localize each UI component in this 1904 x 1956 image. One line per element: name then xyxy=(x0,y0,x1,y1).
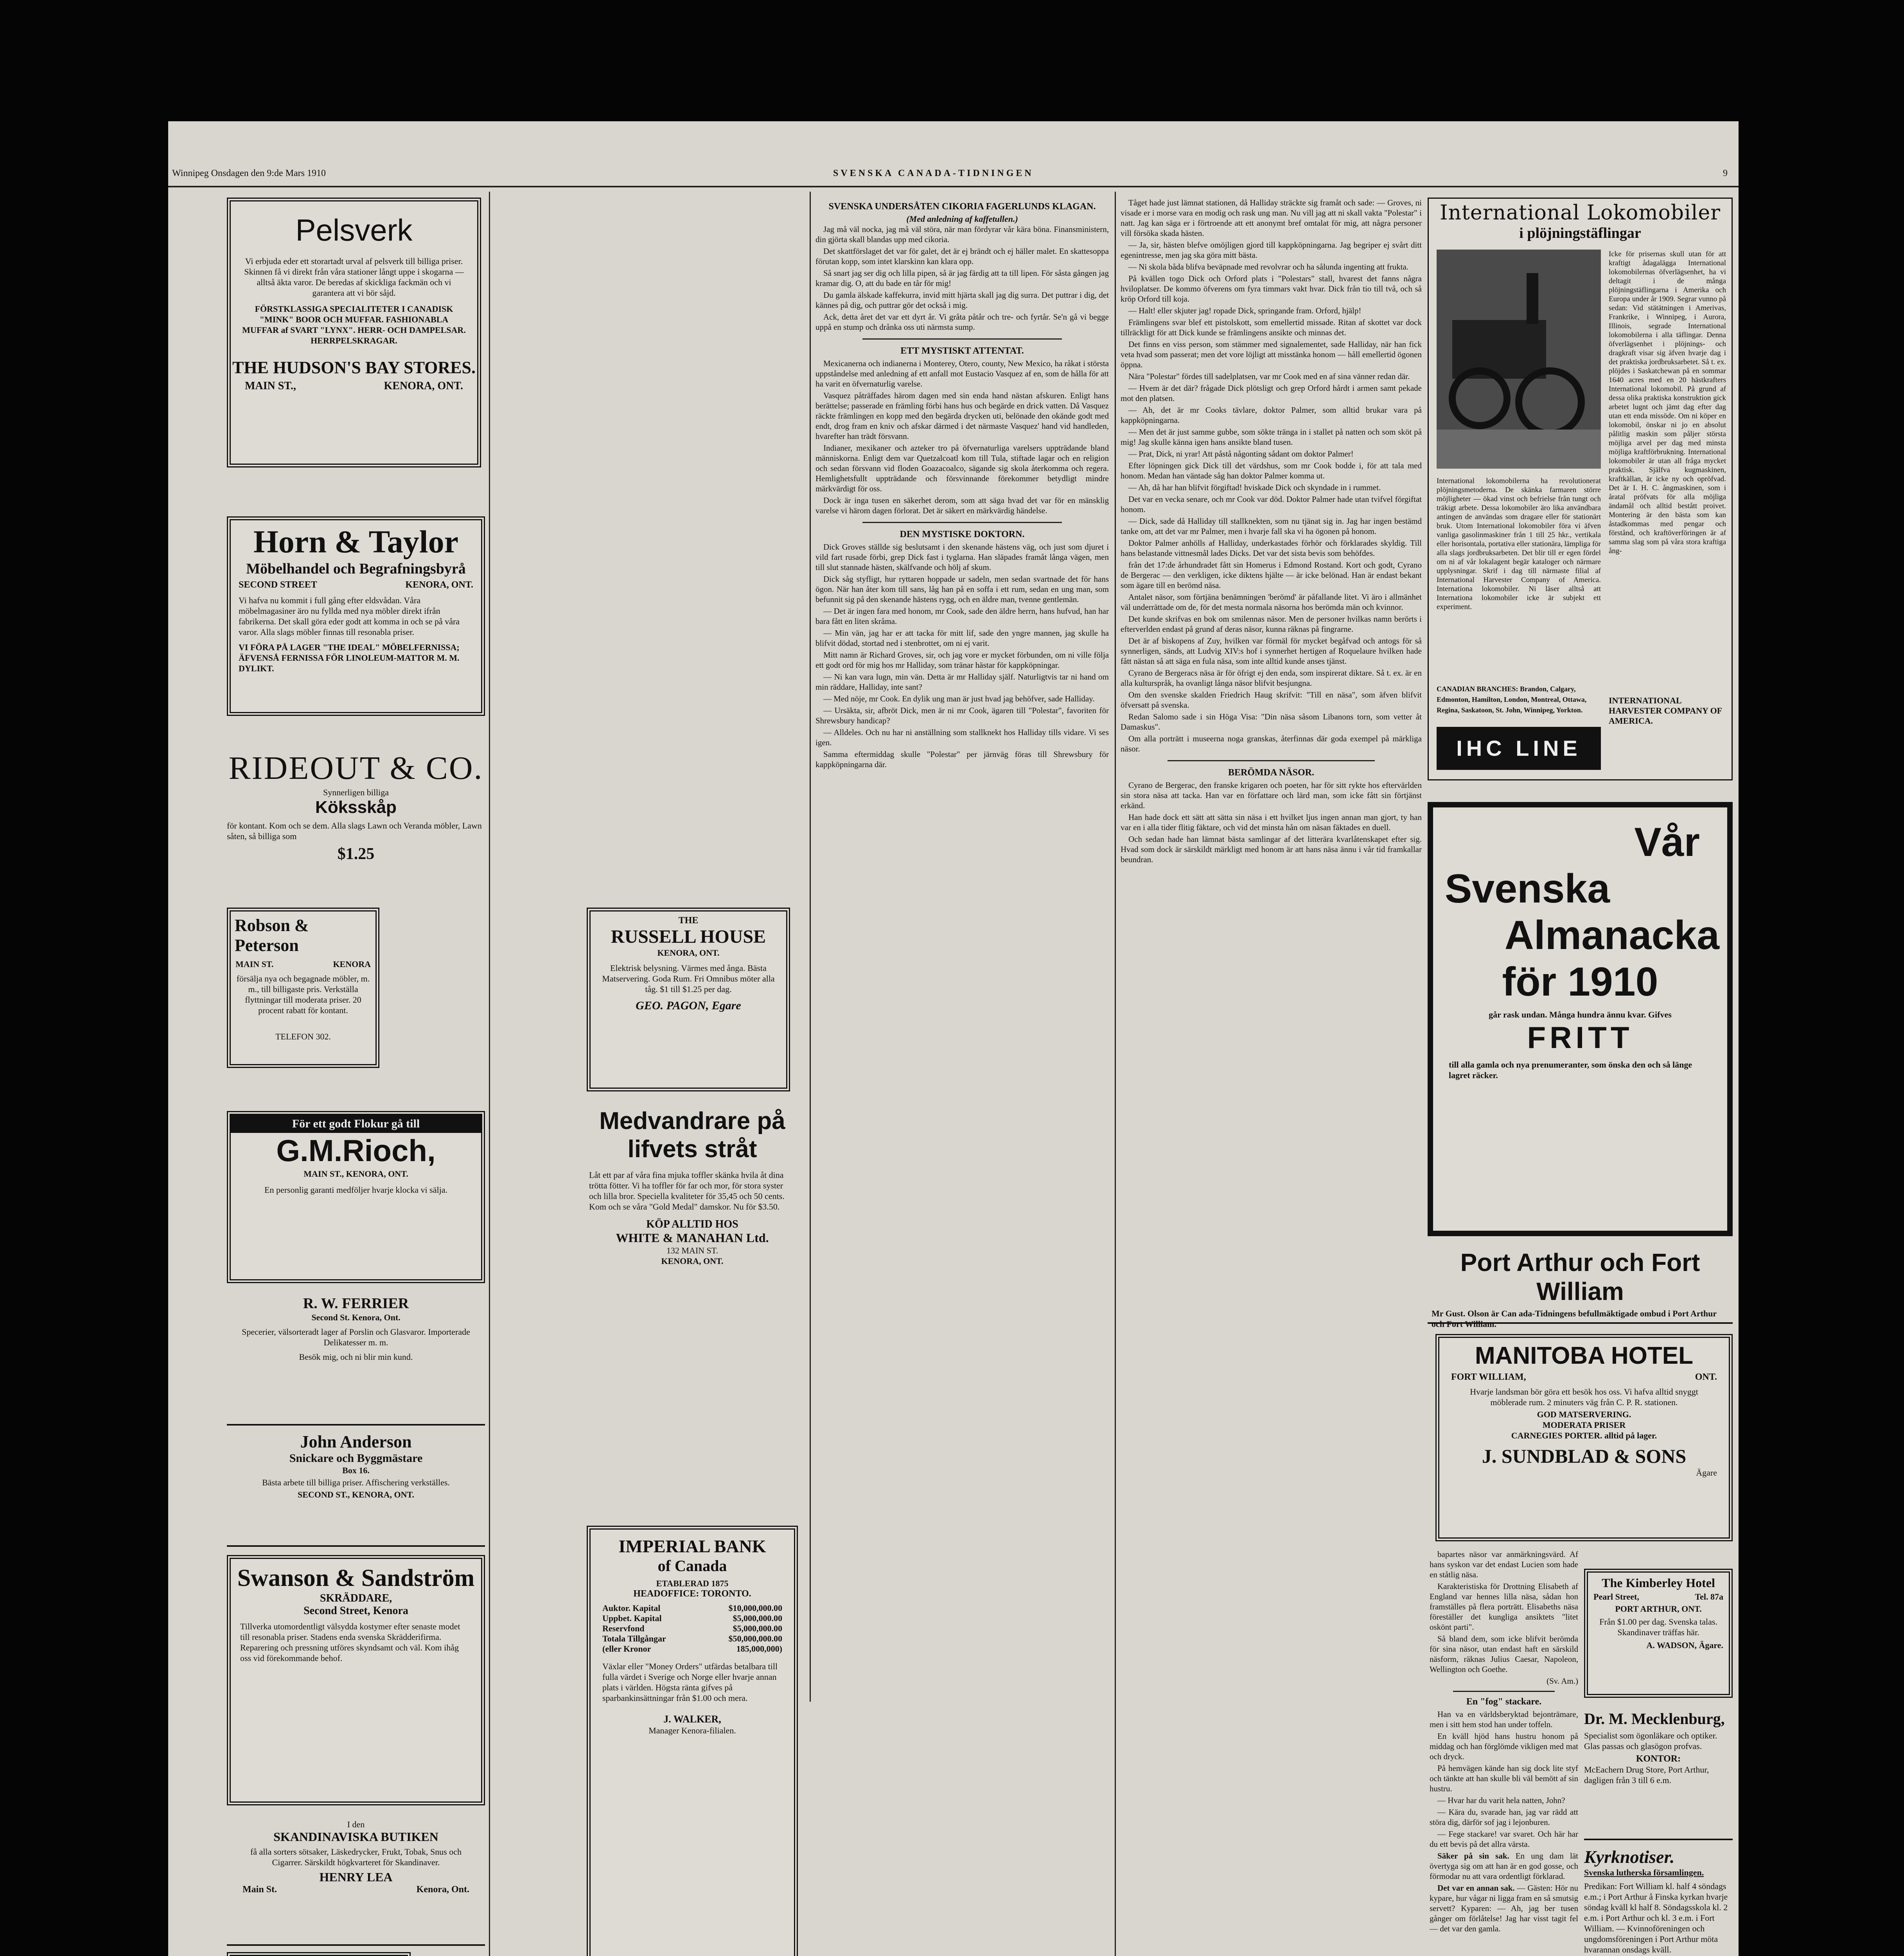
ad-city: PORT ARTHUR, ONT. xyxy=(1615,1604,1702,1614)
article-title: Det var en annan sak. xyxy=(1437,1883,1515,1893)
ad-mecklenburg xyxy=(1584,1710,1733,1840)
ad-item: Köksskåp xyxy=(315,798,397,817)
ad-address: SECOND ST., KENORA, ONT. xyxy=(297,1490,415,1499)
article-column-3 xyxy=(1121,198,1422,1956)
ad-sub: i plöjningstäflingar xyxy=(1519,225,1641,241)
ad-body: En personlig garanti medföljer hvarje klocka vi sälja. xyxy=(264,1185,447,1195)
ad-title: Medvandrare på lifvets stråt xyxy=(599,1107,785,1163)
capital-row xyxy=(602,1603,782,1613)
tractor-engraving-image xyxy=(1437,250,1601,469)
paragraph: Så snart jag ser dig och lilla pipen, så är jag färdig att ta till lipen. För såsta gången jag kramar dig. O, att du bade en tår för mig! xyxy=(815,268,1109,288)
ad-almanacka xyxy=(1428,802,1733,1236)
paragraph: På hemvägen kände han sig dock lite styf och tänkte att han skulle bli väl bemött af sin hustru. xyxy=(1430,1764,1578,1793)
article-title: ETT MYSTISKT ATTENTAT. xyxy=(900,346,1024,356)
ad-pelsverk xyxy=(227,198,481,467)
paragraph: Cyrano de Bergeracs näsa är för öfrigt ej den enda, som inspirerat diktare. Så t. ex. är en alla kulturspråk, ha ovanligt långa näsor blifvit besjungna. xyxy=(1121,668,1422,688)
ad-title: Swanson & Sandström xyxy=(237,1565,475,1591)
paragraph: Han va en världsberyktad bejonträmare, men i sitt hem stod han under toffeln. xyxy=(1430,1710,1578,1729)
ad-bold3: CARNEGIES PORTER. alltid på lager. xyxy=(1511,1431,1657,1440)
ihc-logo: IHC LINE xyxy=(1437,727,1601,770)
ad-kimberley-hotel xyxy=(1584,1569,1733,1698)
ad-skandinaviska-butiken xyxy=(227,1819,485,1946)
article-body xyxy=(1121,780,1422,865)
ad-body: Icke för prisernas skull utan för att kraftigt ådagalägga International lokomobilernas öfverlägsenhet, ha vi deltagit i de många plöjningstäflingarna i Amerika och Europa under år 1909. Segrar vunno på sedan: Vid stätätningen i Amerivas, Frankrike, i Winnipeg, i Aurora, Illinois, segrade International lokomobilerna i alla täflingar. Denna öfverlägsenhet i plöjnings- och dragkraft visar sig äfven hvarje dag i det praktiska jordbruksarbetet. Så t. ex. plöjdes i Saskatchewan på en sommar 1640 acres med en 20 hästkrafters International lokomobil. På grund af dessa olika praktiska konstruktion gick arbetet lugnt och jämt dag efter dag utan ett enda missöde. Om ni köper en lokomobil, önskar ni jo en absolut pålitlig maskin som påljer största möjliga arvel per dag med minsta möjliga kraftförbrukning. International lokomobiler är utan all fråga mycket praktisk. Själfva kugmaskinen, kraftkällan, är icke ny och opröfvad. Det är I. H. C. ångmaskinen, som i åratal pröfvats för alla möjliga ändamål och alltid bestått proivet. Montering är den bästa som kan åstadkommas med pengar och förstånd, och kraftöverföringen är af samma slag som på våra stora kraftiga ång- xyxy=(1609,250,1726,555)
ad-body: Specialist som ögonläkare och optiker. Glas passas och glasögon profvas. xyxy=(1584,1731,1717,1751)
paragraph: Dick Groves ställde sig beslutsamt i den skenande hästens väg, och just som djuret i vild fart rusade förbi, grep Dick fast i tyglarna. Han släpades framåt långa vägen, men till slut stannade hästen, skälfvande och hölj af skum. xyxy=(815,542,1109,572)
ad-title: IMPERIAL BANK xyxy=(618,1536,766,1556)
paragraph: — Med nöje, mr Cook. En dylik ung man är just hvad jag behöfver, sade Halliday. xyxy=(823,694,1095,703)
ad-rideout xyxy=(227,749,485,882)
paragraph: Det skattförslaget det var för galet, det är ej brändt och ej häller malet. En skattesoppa förutan kopp, som intet klarskinn kan klara opp. xyxy=(815,246,1109,266)
column-2 xyxy=(643,200,800,904)
ad-title: Horn & Taylor xyxy=(253,524,458,559)
article-column-2 xyxy=(815,198,1109,1684)
ad-slater-shoe xyxy=(227,1952,411,1956)
ad-medvandrare xyxy=(587,1107,798,1522)
ad-owner: GEO. PAGON, Egare xyxy=(636,999,741,1012)
ad-address: McEachern Drug Store, Port Arthur, dagligen från 3 till 6 e.m. xyxy=(1584,1765,1709,1785)
ad-body: Vi hafva nu kommit i full gång efter eldsvådan. Våra möbelmagasiner äro nu fyllda med nya möbler direkt ifrån fabrikerna. Det skall göra eder godt att komma in och se på våra varor. Alla slags möbler finnas till resonabla priser. xyxy=(239,595,460,637)
paragraph: Redan Salomo sade i sin Höga Visa: "Din näsa såsom Libanons torn, som vetter åt Damaskus". xyxy=(1121,712,1422,732)
article-body xyxy=(815,542,1109,769)
newspaper-page xyxy=(168,121,1739,1956)
ad-body: Elektrisk belysning. Värmes med ånga. Bästa Matservering. Goda Rum. Fri Omnibus möter alla tåg. $1 till $1.25 per dag. xyxy=(602,963,775,994)
paragraph: Om den svenske skalden Friedrich Haug skrifvit: "Till en näsa", som äfven blifvit öfversatt på svenska. xyxy=(1121,690,1422,710)
ad-address: 132 MAIN ST. xyxy=(666,1246,718,1255)
ad-rioch xyxy=(227,1111,485,1283)
ad-swanson-sandstrom xyxy=(227,1555,485,1805)
paragraph: Antalet näsor, som förtjäna benämningen 'berömd' är påfallande litet. Vi äro i allmänhet väl underrättade om de, för det mesta normala näsorna hos berömda män och kvinnor. xyxy=(1121,592,1422,612)
ad-title: Robson & Peterson xyxy=(235,916,309,955)
ad-russell-house xyxy=(587,908,790,1091)
ad-tel: Tel. 87a xyxy=(1695,1592,1723,1602)
ad-title: The Kimberley Hotel xyxy=(1602,1576,1715,1590)
capital-row xyxy=(602,1644,782,1654)
paragraph: Jag må väl nocka, jag må väl störa, när man fördyrar vår kära böna. Finansministern, din gjörta skall blandas upp med cikoria. xyxy=(815,225,1109,244)
article-title: SVENSKA UNDERSÅTEN CIKORIA FAGERLUNDS KLAGAN. xyxy=(828,201,1096,212)
capital-label: Uppbet. Kapital xyxy=(602,1613,662,1623)
ad-ferrier xyxy=(227,1295,485,1426)
paragraph: — Alldeles. Och nu har ni anställning som stallknekt hos Halliday tills vidare. Vi ses igen. xyxy=(815,728,1109,747)
paragraph: Och sedan hade han lämnat bästa samlingar af det litterära kvarlåtenskapet efter sig. Hvad som dock är särskildt märkligt med honom är att hans näsa ännu i vår tid framkallar beundran. xyxy=(1121,834,1422,864)
ad-title: R. W. FERRIER xyxy=(303,1295,409,1312)
ad-title: Port Arthur och Fort William xyxy=(1460,1248,1700,1305)
ad-fritt: FRITT xyxy=(1527,1020,1633,1055)
ad-body: Specerier, välsorteradt lager af Porslin och Glasvaror. Importerade Delikatesser m. m. xyxy=(242,1327,470,1347)
ad-title: RIDEOUT & CO. xyxy=(228,750,483,786)
ad-manitoba-hotel xyxy=(1435,1334,1733,1541)
paragraph: Det finns en viss person, som stämmer med signalementet, sade Halliday, när han fick veta hvad som passerat; men det vore löjligt att misstänka honom — håll emellertid ögonen öppna. xyxy=(1121,340,1422,369)
paragraph: Mexicanerna och indianerna i Monterey, Otero, county, New Mexico, ha råkat i största uppståndelse med anledning af ett anfall mot Eustacio Vasquez af en, som de hålla för att ha varit en öfvernaturlig varelse. xyxy=(815,359,1109,388)
ad-box: Box 16. xyxy=(342,1465,370,1475)
paragraph: — Fege stackare! var svaret. Och här har du ett bevis på det allra värsta. xyxy=(1430,1829,1578,1849)
page-number: 9 xyxy=(1723,168,1728,178)
paragraph: Cyrano de Bergerac, den franske krigaren och poeten, har för sitt rykte hos eftervärlden sin stora näsa att tacka. Han var en författare och lärd man, som icke fått sin förtjänst erkänd. xyxy=(1121,780,1422,810)
section-title: Kyrknotiser. xyxy=(1584,1847,1675,1867)
paragraph: Du gamla älskade kaffekurra, invid mitt hjärta skall jag dig surra. Det puttrar i dig, det kännes på dig, och puttrar gör det också i mig. xyxy=(815,290,1109,310)
ad-body: Låt ett par af våra fina mjuka toffler skänka hvila åt dina trötta fötter. Vi ha toffler för far och mor, för stora syster och lilla bror. Speciella kvaliteter för 35,45 och 50 cents. Kom och se våra "Gold Medal" damskor. Nu för $3.50. xyxy=(589,1170,785,1212)
capital-label: Totala Tillgångar xyxy=(602,1634,666,1643)
ad-l2: Svenska xyxy=(1445,866,1610,911)
paragraph: — Halt! eller skjuter jag! ropade Dick, springande fram. Orford, hjälp! xyxy=(1128,306,1362,315)
article-body xyxy=(1121,198,1422,754)
ad-address: MAIN ST., KENORA, ONT. xyxy=(304,1169,408,1179)
ad-the: THE xyxy=(678,915,699,926)
ad-sub: of Canada xyxy=(657,1557,727,1575)
ad-sub: SKRÄDDARE, xyxy=(320,1592,392,1604)
ad-title: SKANDINAVISKA BUTIKEN xyxy=(273,1830,438,1844)
paragraph: Doktor Palmer anhölls af Halliday, underkastades förhör och förklarades skyldig. Till hans belastande vittnesmål lades Dicks. Det var det sista bevis som behöfdes. xyxy=(1121,538,1422,558)
paragraph: bapartes näsor var anmärkningsvärd. Af hans syskon var det endast Lucien som hade en ståtlig näsa. xyxy=(1430,1550,1578,1579)
article-column-5 xyxy=(1430,1549,1578,1956)
ad-body: Tillverka utomordentligt välsydda kostymer efter senaste modet till resonabla priser. Stadens enda svenska Skrädderifirma. Reparering och pressning utföres skyndsamt och väl. Kom ihåg oss vid förekommande behof. xyxy=(240,1622,460,1663)
masthead-date: Winnipeg Onsdagen den 9:de Mars 1910 xyxy=(172,168,326,178)
paragraph: Karakteristiska för Drottning Elisabeth af England var hennes lilla näsa, sådan hon framställes på flera porträtt. Elisabeths näsa föreställer det kungliga ansiktets "litet oskönt parti". xyxy=(1430,1582,1578,1632)
ad-title: Pelsverk xyxy=(295,213,413,247)
ad-port-arthur xyxy=(1428,1248,1733,1329)
ad-owner: J. SUNDBLAD & SONS xyxy=(1482,1445,1687,1467)
ad-note: går rask undan. Många hundra ännu kvar. Gifves xyxy=(1489,1010,1672,1019)
paragraph: Vasquez påträffades härom dagen med sin enda hand nästan afskuren. Enligt hans berättelse; passerade en främling förbi hans hus och begärde en drick vatten. Då Vasquez räckte främlingen en kopp med den begärda drycken uti, belönade den okände godt med endt, drog fram en kniv och afskar därmed i det närmaste Vasquez' hand vid handleden, hvarefter han trädt försvann. xyxy=(815,391,1109,441)
ad-owner: HENRY LEA xyxy=(319,1870,393,1884)
ad-caption: International lokomobilerna ha revolutionerat plöjningsmetoderna. De skänka farmaren större möjligheter — ökad vinst och befrielse från tungt och träkigt arbete. Dessa lokomobiler äro lika användbara antingen de användas som dragare eller för stationärt bruk. Utom International lokomobiler föra vi äfven vanliga gasolinmaskiner från 1 till 25 hkr., vertikala eller horisontala, portativa eller stationära, lämpliga för alla slags jordbruksarbeten. Det blir till er egen fördel om ni af vår lokalagent begär kataloger och närmare upplysningar. Skrif i dag till närmaste filial af International Harvester Company of America. Internationa lokomobiler. Ni läser alltså att Internationa lokomobiler icke är subjekt ett experiment. xyxy=(1437,477,1601,611)
ad-buy: KÖP ALLTID HOS xyxy=(646,1218,738,1230)
ad-role: Manager Kenora-filialen. xyxy=(648,1726,736,1735)
column-rule xyxy=(810,192,811,1702)
ad-role: Ägare xyxy=(1696,1468,1717,1478)
masthead-rule xyxy=(168,186,1739,187)
paragraph: Om alla porträtt i museerna noga granskas, återfinnas där goda exempel på märkliga näsor. xyxy=(1121,734,1422,753)
ad-body: för kontant. Kom och se dem. Alla slags Lawn och Veranda möbler, Lawn såten, så billiga som xyxy=(227,821,482,841)
paragraph: — Det är ingen fara med honom, mr Cook, sade den äldre herrn, hans hufvud, han har bara fått en liten skråma. xyxy=(815,606,1109,626)
ad-imperial-bank xyxy=(587,1526,798,1956)
paragraph: Dock är inga tusen en säkerhet derom, som att säga hvad det var för en mänsklig varelse vi härom dagen förlorat. Det är säkert en märkvärdig händelse. xyxy=(815,496,1109,515)
ad-body: Hvarje landsman bör göra ett besök hos oss. Vi hafva alltid snyggt möblerade rum. 2 minuters väg från C. P. R. stationen. xyxy=(1470,1387,1698,1407)
article-body: En ung dam lät övertyga sig om att han är en god gosse, och förmodar nu att vara ordentligt förklarad. xyxy=(1430,1851,1578,1881)
ad-city: FORT WILLIAM, xyxy=(1451,1372,1526,1382)
masthead xyxy=(168,168,1739,184)
paragraph: — Men det är just samme gubbe, som sökte tränga in i stallet på natten och som sköt på mig! Jag skulle känna igen hans ansikte bland tusen. xyxy=(1121,427,1422,447)
capital-value: $5,000,000.00 xyxy=(733,1623,782,1633)
paragraph: — Ah, det är mr Cooks tävlare, doktor Palmer, som alltid brukar vara på kappköpningarna. xyxy=(1121,405,1422,425)
paragraph: — Dick, sade då Halliday till stallknekten, som nu tjänat sig in. Jag har ingen bestämd tanke om, att det var mr Palmer, men i hvarje fall ska vi ha ögonen på honom. xyxy=(1121,516,1422,536)
capital-value: $10,000,000.00 xyxy=(728,1603,782,1613)
paragraph: Ack, detta året det var ett dyrt år. Vi gråta påtår och tre- och fyrtår. Se'n gå vi begge uppå en stump och drånka oss uti närmsta sump. xyxy=(815,312,1109,332)
ad-body: Växlar eller "Money Orders" utfärdas betalbara till fulla värdet i Sverige och Norge eller hvarje annan plats i världen. Högsta ränta gifves på sparbankinsättningar från $1.00 och mera. xyxy=(602,1661,778,1703)
paragraph: Det kunde skrifvas en bok om smilennas näsor. Men de personer hvilkas namn berörts i efterverlden endast på grund af deras näsor, kunna räknas på fingrarne. xyxy=(1121,614,1422,634)
ad-manager: J. WALKER, xyxy=(663,1713,721,1725)
article-title: En "fog" stackare. xyxy=(1466,1697,1542,1707)
ad-sub: Synnerligen billiga xyxy=(323,787,389,797)
ad-l3: Almanacka xyxy=(1504,913,1719,958)
article-title: Säker på sin sak. xyxy=(1437,1851,1509,1861)
ad-body: Vi erbjuda eder ett storartadt urval af pelsverk till billiga priser. Skinnen få vi direkt från våra stationer långt uppe i skogarna — alltså äkta varor. De beredas af skickliga fackmän och vi garantera att vi bör såjd. xyxy=(244,256,464,298)
ad-branches: CANADIAN BRANCHES: Brandon, Calgary, Edmonton, Hamilton, London, Montreal, Ottawa, Regina, Saskatoon, St. John, Winnipeg, Yorkton. xyxy=(1437,685,1587,714)
ad-bold2: MODERATA PRISER xyxy=(1542,1420,1626,1430)
article-body xyxy=(1430,1549,1578,1674)
paragraph: På kvällen togo Dick och Orford plats i "Polestars" stall, hvarest det fanns några hviloplatser. De kommo öfverens om fyra timmars vakt hvar. Dick från tio till två, och så kröp Orford till koja. xyxy=(1121,274,1422,304)
article-sign: (Sv. Am.) xyxy=(1547,1676,1578,1686)
ad-prov: ONT. xyxy=(1695,1372,1717,1382)
article-body xyxy=(815,358,1109,516)
ad-city: Kenora, Ont. xyxy=(416,1884,469,1895)
ad-top: För ett godt Flokur gå till xyxy=(231,1115,481,1133)
ad-office: KONTOR: xyxy=(1636,1754,1681,1764)
ad-title: MANITOBA HOTEL xyxy=(1475,1342,1693,1369)
ad-title: International Lokomobiler xyxy=(1440,201,1721,225)
paragraph: Mitt namn är Richard Groves, sir, och jag vore er mycket förbunden, om ni ville följa ett godt ord för mig hos mr Halliday, som tränar hästar för kappköpningar. xyxy=(815,650,1109,670)
ad-ihc-lokomobiler xyxy=(1428,198,1733,780)
paragraph: En kväll hjöd hans hustru honom på middag och han förglömde vikligen med mat och dryck. xyxy=(1430,1731,1578,1761)
paragraph: Dick såg styfligt, hur ryttaren hoppade ur sadeln, men sedan svartnade det för hans ögon. När han åter kom till sans, låg han på en soffa i ett rum, sedan en ung man, som befunnit sig på den skenande hästens rygg, och en äldre man, tvenne gentlemän. xyxy=(815,574,1109,604)
ad-city: KENORA, ONT. xyxy=(405,580,473,590)
article-body xyxy=(815,224,1109,332)
column-rule xyxy=(1115,192,1116,1956)
masthead-title: SVENSKA CANADA-TIDNINGEN xyxy=(833,168,1034,178)
ad-subtitle: Möbelhandel och Begrafningsbyrå xyxy=(246,561,466,577)
column-rule xyxy=(489,192,490,1956)
ad-extra: VI FÖRA PÅ LAGER "THE IDEAL" MÖBELFERNISSA; ÄFVENSÅ FERNISSA FÖR LINOLEUM-MATTOR M. M. DYLIKT. xyxy=(239,642,460,673)
section-sub: Svenska lutherska församlingen. xyxy=(1584,1868,1704,1877)
ad-top: I den xyxy=(347,1819,365,1829)
ad-john-anderson xyxy=(227,1432,485,1547)
ad-owner: A. WADSON, Ägare. xyxy=(1646,1640,1723,1650)
capital-row xyxy=(602,1623,782,1634)
ad-body: försälja nya och begagnade möbler, m. m., till billigaste pris. Verkställa flyttningar till moderata priser. 20 procent rabatt för kontant. xyxy=(236,974,370,1015)
capital-value: 185,000,000) xyxy=(736,1644,782,1654)
ad-l1: Vår xyxy=(1634,820,1700,865)
article-body: — Gästen: Hör nu kypare, hur vågar ni ligga fram en så smutsig servett? Kyparen: — Ah, jag ber tusen gånger om förlåtelse! Jag har visst tagit fel — det var den gamla. xyxy=(1430,1883,1578,1933)
ad-title: RUSSELL HOUSE xyxy=(611,926,766,947)
paragraph: — Ni kan vara lugn, min vän. Detta är mr Halliday själf. Naturligtvis tar ni hand om min räddare, Halliday, inte sant? xyxy=(815,672,1109,692)
ad-tail: till alla gamla och nya prenumeranter, som önska den och så länge lagret räcker. xyxy=(1449,1060,1692,1080)
paragraph: — Kära du, svarade han, jag var rädd att störa dig, därför sof jag i lejonburen. xyxy=(1430,1807,1578,1827)
paragraph: Nära "Polestar" fördes till sadelplatsen, var mr Cook med en af sina vänner redan där. xyxy=(1128,372,1410,381)
ad-city: KENORA, ONT. xyxy=(384,380,463,392)
ad-visit: Besök mig, och ni blir min kund. xyxy=(299,1352,413,1362)
ad-body: Från $1.00 per dag. Svenska talas. Skandinaver träffas här. xyxy=(1599,1617,1717,1637)
ad-street: MAIN ST. xyxy=(235,959,274,969)
paragraph: Samma eftermiddag skulle "Polestar" per järnväg föras till Shrewsbury för kappköpningarna där. xyxy=(815,750,1109,769)
ad-title: Dr. M. Mecklenburg, xyxy=(1584,1710,1725,1728)
ad-body: Bästa arbete till billiga priser. Affischering verkställes. xyxy=(262,1478,450,1487)
capital-row xyxy=(602,1613,782,1623)
paragraph: — Ah, då har han blifvit förgiftad! hviskade Dick och skyndade in i rummet. xyxy=(1128,483,1381,492)
article-body xyxy=(1430,1709,1578,1849)
ad-special: FÖRSTKLASSIGA SPECIALITETER I CANADISK "MINK" BOOR OCH MUFFAR. FASHIONABLA MUFFAR af SVART "LYNX". HERR- OCH DAMPELSAR. HERRPELSKRAGAR. xyxy=(242,304,466,345)
ad-store: THE HUDSON'S BAY STORES. xyxy=(232,358,476,377)
capital-label: (eller Kronor xyxy=(602,1644,651,1654)
ad-company: INTERNATIONAL HARVESTER COMPANY OF AMERICA. xyxy=(1609,696,1722,726)
notice-body: Predikan: Fort William kl. half 4 söndags e.m.; i Port Arthur å Finska kyrkan hvarje söndag kväll kl half 8. Söndagsskola kl. 2 e.m. i Port Arthur och kl. 3 e.m. i Fort William. — Kvinnoföreningen och ungdomsföreningen i Port Arthur möta hvarannan onsdags kväll. xyxy=(1584,1881,1728,1954)
ad-address: Second St. Kenora, Ont. xyxy=(311,1312,401,1322)
paragraph: Indianer, mexikaner och azteker tro på öfvernaturliga varelsers uppträdande bland människorna. Enligt dem var Quetzalcoatl kom till Tula, stiftade lagar och en religion och sedan försvann vid floden Goazacoalco, sägande sig skola återkomma och regera. Hemlighetsfullt uppträdande och försvinnande förekommer betydligt mindre märkvärdigt för oss. xyxy=(815,443,1109,493)
ad-horn-taylor xyxy=(227,516,485,716)
ad-title: G.M.Rioch, xyxy=(276,1133,436,1168)
paragraph: från det 17:de århundradet fått sin Homerus i Edmond Rostand. Kort och godt, Cyrano de Bergerac — den verkligen, icke diktens hjälte — är icke belönad. Han är endast bekant som ägare till en berömd näsa. xyxy=(1121,560,1422,590)
paragraph: — Hvem är det där? frågade Dick plötsligt och grep Orford hårdt i armen samt pekade mot den platsen. xyxy=(1121,383,1422,403)
capital-value: $5,000,000.00 xyxy=(733,1613,782,1623)
ad-sub: Snickare och Byggmästare xyxy=(289,1452,423,1465)
capital-table xyxy=(591,1599,794,1658)
ad-body: Mr Gust. Olson är Can ada-Tidningens befullmäktigade ombud i Port Arthur och Fort William. xyxy=(1432,1309,1717,1329)
ad-store: WHITE & MANAHAN Ltd. xyxy=(616,1231,769,1245)
ad-street: Main St. xyxy=(242,1884,277,1895)
capital-row xyxy=(602,1634,782,1644)
ad-body: få alla sorters sötsaker, Läskedrycker, Frukt, Tobak, Snus och Cigarrer. Särskildt högkvarteret för Skandinaver. xyxy=(250,1847,462,1867)
paragraph: — Min vän, jag har er att tacka för mitt lif, sade den yngre mannen, jag skulle ha blifvit dödad, stortad ned i stenbrottet, om ni ej varit. xyxy=(815,628,1109,648)
paragraph: Han hade dock ett sätt att sätta sin näsa i ett hvilket ljus ingen annan man gjort, ty han var en i alla tider flitig fäktare, och vid det minsta hån om näsan fäktades en duell. xyxy=(1121,813,1422,832)
capital-label: Auktor. Kapital xyxy=(602,1603,661,1613)
paragraph: — Ni skola båda blifva beväpnade med revolvrar och ha sålunda ingenting att frukta. xyxy=(1128,262,1409,271)
ad-phone: TELEFON 302. xyxy=(275,1032,331,1041)
ad-l4: för 1910 xyxy=(1502,959,1658,1005)
ad-city: KENORA, ONT. xyxy=(657,948,720,958)
church-notices xyxy=(1584,1846,1733,1956)
ad-street: Pearl Street, xyxy=(1593,1592,1639,1602)
ad-address: Second Street, Kenora xyxy=(304,1605,408,1617)
paragraph: Främlingens svar blef ett pistolskott, som emellertid missade. Ritan af skottet var dock tillräckligt för att Dick kunde se främlingens ansikte och minnas det. xyxy=(1121,318,1422,337)
ad-city: KENORA xyxy=(333,959,371,969)
ad-bold1: GOD MATSERVERING. xyxy=(1537,1409,1631,1419)
paragraph: — Hvar har du varit hela natten, John? xyxy=(1437,1796,1565,1805)
paragraph: Så bland dem, som icke blifvit berömda för sina näsor, utan endast haft en särskild näsform, räknas Julius Caesar, Napoleon, Wellington och Goethe. xyxy=(1430,1634,1578,1674)
article-title: DEN MYSTISKE DOKTORN. xyxy=(900,529,1025,539)
capital-value: $50,000,000.00 xyxy=(728,1634,782,1643)
ad-hq: HEADOFFICE: TORONTO. xyxy=(633,1589,751,1599)
paragraph: Tåget hade just lämnat stationen, då Halliday sträckte sig framåt och sade: — Groves, ni visade er i morse vara en modig och rask ung man. Nu vill jag att ni skall vakta "Polestar" i natt. Jag kan säga er i förtroende att ett anonymt bref omtalat för mig, att några personer vill försöka skada hästen. xyxy=(1121,198,1422,238)
ad-est: ETABLERAD 1875 xyxy=(656,1578,729,1588)
ad-city: KENORA, ONT. xyxy=(661,1256,724,1266)
paragraph: — Ursäkta, sir, afbröt Dick, men är ni mr Cook, ägaren till "Polestar", favoriten för Shrewsbury handicap? xyxy=(815,706,1109,725)
paragraph: Det är af biskopens af Zuy, hvilken var förmäl för mycket begåfvad och antogs för så synnerligen, sänds, att Ludvig XIV:s hof i synnerhet hertigen af Roquelaure hvilken hade fått nästan så att säga en fula näsa, som inte alltid kunde anses tjänst. xyxy=(1121,636,1422,666)
ad-street: SECOND STREET xyxy=(239,580,317,590)
ad-robson-peterson xyxy=(227,908,379,1068)
paragraph: — Ja, sir, hästen blefve omöjligen gjord till kappköpningarna. Jag begriper ej svårt ditt egenintresse, men jag ska göra mitt bästa. xyxy=(1121,240,1422,260)
ad-title: John Anderson xyxy=(300,1432,412,1451)
paragraph: Efter löpningen gick Dick till det värdshus, som mr Cook bodde i, för att tala med honom. Medan han väntade såg han doktor Palmer komma ut. xyxy=(1121,461,1422,480)
ad-price: $1.25 xyxy=(337,845,375,863)
article-sub: (Med anledning af kaffetullen.) xyxy=(906,214,1018,224)
paragraph: — Prat, Dick, ni yrar! Att påstå någonting sådant om doktor Palmer! xyxy=(1128,449,1354,458)
capital-label: Reservfond xyxy=(602,1623,645,1633)
paragraph: Det var en vecka senare, och mr Cook var död. Doktor Palmer hade utan tvifvel förgiftat honom. xyxy=(1121,494,1422,514)
article-title: BERÖMDA NÄSOR. xyxy=(1228,768,1315,778)
ad-address: MAIN ST., xyxy=(245,380,296,392)
